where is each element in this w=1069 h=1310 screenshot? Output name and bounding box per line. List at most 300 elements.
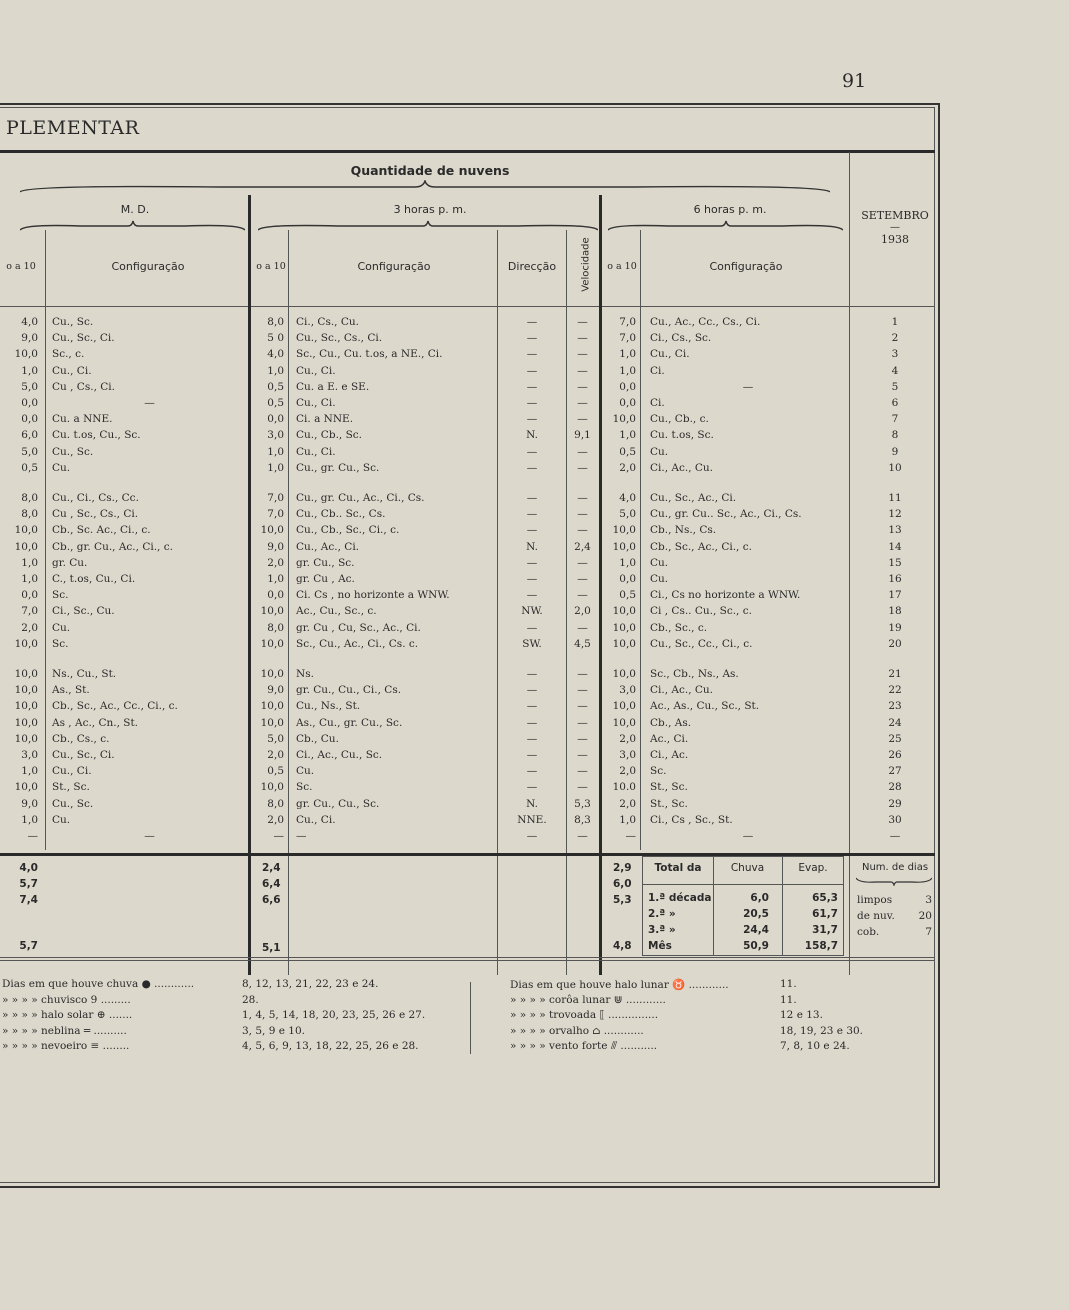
row-21-p6c: Sc., Cb., Ns., As. — [650, 668, 739, 680]
row-30-p6c: Ci., Cs , Sc., St. — [650, 813, 733, 826]
row-12-p3c: Cu., Cb.. Sc., Cs. — [296, 508, 386, 521]
col-direction: Direcção — [507, 260, 557, 273]
row-25-vel: — — [577, 732, 588, 745]
row-29-day: 29 — [888, 797, 902, 810]
row-4-p3: 1,0 — [267, 364, 284, 377]
row-15-vel: — — [577, 556, 588, 569]
row-6-p6: 0,0 — [619, 397, 636, 409]
summary-bottom-rule-2 — [0, 960, 935, 961]
row-6-p6c: Ci. — [650, 397, 665, 409]
row-12-dir: — — [526, 508, 538, 521]
row-6-md: 0,0 — [21, 397, 38, 409]
row-5-day: 5 — [891, 380, 899, 393]
row-10-p6: 2,0 — [619, 461, 636, 474]
row-6-p3c: Cu., Ci. — [296, 397, 336, 409]
col-md-scale: o a 10 — [6, 261, 36, 272]
row-12-day: 12 — [888, 508, 902, 521]
row-20-p6c: Cu., Sc., Cc., Ci., c. — [650, 637, 753, 650]
page-title: PLEMENTAR — [6, 117, 140, 139]
col-velocity: Velocidade — [580, 237, 592, 292]
footer_left-1-text: Dias em que houve chuva ● ............ — [2, 978, 195, 990]
row-17-day: 17 — [888, 589, 902, 602]
row-16-day: 16 — [888, 573, 902, 585]
row-22-mdc: As., St. — [52, 684, 90, 697]
row-16-vel: — — [577, 573, 588, 585]
col-p3-config: Configuração — [357, 260, 431, 273]
row-7-p3c: Ci. a NNE. — [296, 413, 354, 426]
row-29-p6: 2,0 — [619, 797, 636, 810]
row-21-p3c: Ns. — [296, 668, 314, 680]
days-header: Num. de dias — [861, 862, 929, 873]
year-label: 1938 — [881, 233, 909, 246]
totals-1-evap: 65,3 — [812, 892, 838, 904]
row-24-p3: 10,0 — [260, 716, 284, 729]
row-30-p3c: Cu., Ci. — [296, 813, 336, 826]
row-3-dir: — — [526, 348, 538, 361]
row-28-p3c: Sc. — [296, 781, 313, 794]
row-14-p6: 10,0 — [612, 540, 636, 553]
row-9-p3: 1,0 — [267, 445, 284, 458]
footer_left-5-days: 4, 5, 6, 9, 13, 18, 22, 25, 26 e 28. — [242, 1040, 419, 1052]
row-9-mdc: Cu., Sc. — [52, 445, 94, 458]
row-14-p6c: Cb., Sc., Ac., Ci., c. — [650, 540, 752, 553]
row-13-p6c: Cb., Ns., Cs. — [650, 524, 717, 537]
row-2-day: 2 — [891, 332, 899, 345]
summary-bottom-rule — [0, 957, 935, 958]
totals-3-evap: 31,7 — [812, 924, 838, 936]
days-1-value: 3 — [925, 894, 932, 906]
row-23-p6: 10,0 — [612, 700, 636, 713]
row-18-mdc: Ci., Sc., Cu. — [52, 605, 115, 618]
row-21-dir: — — [526, 668, 538, 680]
row-1-p6c: Cu., Ac., Cc., Cs., Ci. — [650, 316, 761, 328]
totals-4-evap: 158,7 — [804, 940, 838, 952]
row-9-dir: — — [526, 445, 538, 458]
row-20-md: 10,0 — [14, 637, 38, 650]
row-11-day: 11 — [888, 492, 902, 504]
totals-3-label: 3.ª » — [648, 924, 676, 936]
row-6-mdc: — — [144, 397, 155, 409]
row-19-p3c: gr. Cu , Cu, Sc., Ac., Ci. — [296, 621, 421, 634]
row-11-dir: — — [526, 492, 538, 504]
totals-2-chuva: 20,5 — [743, 908, 769, 920]
row-9-p6: 0,5 — [619, 445, 636, 458]
row-10-dir: — — [526, 461, 538, 474]
row-30-vel: 8,3 — [574, 813, 591, 826]
summary-p3-1: 2,4 — [262, 862, 281, 874]
row-14-day: 14 — [888, 540, 902, 553]
summary-md-month: 5,7 — [19, 940, 38, 952]
totals-3-chuva: 24,4 — [743, 924, 769, 936]
row-5-mdc: Cu , Cs., Ci. — [52, 380, 115, 393]
group-3pm: 3 horas p. m. — [393, 203, 467, 216]
summary-md-3: 7,4 — [19, 894, 38, 906]
row-31-mdc: — — [144, 830, 155, 842]
row-24-vel: — — [577, 716, 588, 729]
row-31-p3c: — — [296, 830, 307, 842]
row-18-p6: 10,0 — [612, 605, 636, 618]
footer-divider — [470, 982, 471, 1054]
row-27-dir: — — [526, 765, 538, 778]
row-8-p6c: Cu. t.os, Sc. — [650, 429, 714, 442]
row-24-day: 24 — [888, 716, 902, 729]
row-28-md: 10,0 — [14, 781, 38, 794]
vline-1 — [45, 230, 46, 850]
days-2-value: 20 — [918, 910, 932, 922]
row-12-mdc: Cu , Sc., Cs., Ci. — [52, 508, 139, 521]
row-30-dir: NNE. — [517, 813, 547, 826]
row-20-mdc: Sc. — [52, 637, 69, 650]
row-19-md: 2,0 — [21, 621, 38, 634]
row-7-p6: 10,0 — [612, 413, 636, 426]
row-14-vel: 2,4 — [574, 540, 591, 553]
row-15-day: 15 — [888, 556, 902, 569]
row-19-day: 19 — [888, 621, 902, 634]
row-7-p6c: Cu., Cb., c. — [650, 413, 709, 426]
row-20-p6: 10,0 — [612, 637, 636, 650]
row-2-vel: — — [577, 332, 588, 345]
totals-header-evap: Evap. — [798, 862, 828, 874]
row-26-vel: — — [577, 749, 588, 761]
row-13-p3: 10,0 — [260, 524, 284, 537]
row-18-p3: 10,0 — [260, 605, 284, 618]
row-11-mdc: Cu., Ci., Cs., Cc. — [52, 492, 139, 504]
row-23-day: 23 — [888, 700, 902, 713]
row-7-dir: — — [526, 413, 538, 426]
row-13-mdc: Cb., Sc. Ac., Ci., c. — [52, 524, 151, 537]
col-md-config: Configuração — [111, 260, 185, 273]
row-10-p3: 1,0 — [267, 461, 284, 474]
row-19-p6: 10,0 — [612, 621, 636, 634]
group-6pm: 6 horas p. m. — [693, 203, 767, 216]
row-19-p3: 8,0 — [267, 621, 284, 634]
row-10-p3c: Cu., gr. Cu., Sc. — [296, 461, 380, 474]
row-10-day: 10 — [888, 461, 902, 474]
row-22-dir: — — [526, 684, 538, 697]
row-24-mdc: As , Ac., Cn., St. — [52, 716, 139, 729]
footer_left-2-text: » » » » chuvisco 9 ......... — [2, 993, 131, 1006]
row-21-p3: 10,0 — [260, 668, 284, 680]
row-6-day: 6 — [891, 397, 899, 409]
row-20-p3: 10,0 — [260, 637, 284, 650]
totals-1-label: 1.ª década — [648, 892, 712, 904]
footer_left-5-text: » » » » nevoeiro ≡ ........ — [2, 1040, 130, 1052]
row-31-dir: — — [526, 830, 538, 842]
row-11-vel: — — [577, 492, 588, 504]
days-brace — [856, 876, 932, 886]
row-30-p6: 1,0 — [619, 813, 636, 826]
row-3-p3: 4,0 — [267, 348, 284, 361]
row-27-p6c: Sc. — [650, 765, 667, 778]
row-27-p3c: Cu. — [296, 765, 315, 778]
row-8-dir: N. — [526, 429, 538, 442]
footer_right-2-days: 11. — [780, 993, 797, 1006]
summary-md-2: 5,7 — [19, 878, 38, 890]
row-2-mdc: Cu., Sc., Ci. — [52, 332, 115, 345]
row-25-dir: — — [526, 732, 538, 745]
row-2-md: 9,0 — [21, 332, 38, 345]
footer_right-3-text: » » » » trovoada ⟦ ............... — [510, 1009, 659, 1021]
row-8-day: 8 — [891, 429, 899, 442]
row-9-vel: — — [577, 445, 588, 458]
footer_right-3-days: 12 e 13. — [780, 1009, 823, 1021]
row-3-day: 3 — [891, 348, 899, 361]
group-md: M. D. — [120, 203, 150, 216]
md-brace — [20, 220, 245, 232]
row-19-mdc: Cu. — [52, 621, 71, 634]
row-24-md: 10,0 — [14, 716, 38, 729]
row-29-p3c: gr. Cu., Cu., Sc. — [296, 797, 380, 810]
row-26-p6: 3,0 — [619, 749, 636, 761]
row-16-mdc: C., t.os, Cu., Ci. — [52, 573, 136, 585]
main-brace — [20, 180, 830, 194]
row-12-p6c: Cu., gr. Cu.. Sc., Ac., Ci., Cs. — [650, 508, 802, 521]
row-13-vel: — — [577, 524, 588, 537]
row-14-mdc: Cb., gr. Cu., Ac., Ci., c. — [52, 540, 173, 553]
main-header: Quantidade de nuvens — [350, 163, 510, 178]
row-21-mdc: Ns., Cu., St. — [52, 668, 117, 680]
row-26-p6c: Ci., Ac. — [650, 749, 689, 761]
row-14-dir: N. — [526, 540, 538, 553]
row-6-p3: 0,5 — [267, 397, 284, 409]
totals-header-rule — [642, 884, 844, 885]
row-28-p6: 10.0 — [612, 781, 636, 794]
row-11-p6: 4,0 — [619, 492, 636, 504]
row-15-dir: — — [526, 556, 538, 569]
row-26-p3c: Ci., Ac., Cu., Sc. — [296, 749, 383, 761]
totals-2-label: 2.ª » — [648, 908, 676, 920]
row-13-md: 10,0 — [14, 524, 38, 537]
row-26-md: 3,0 — [21, 749, 38, 761]
days-3-label: cob. — [857, 926, 880, 938]
summary-p3-3: 6,6 — [262, 894, 281, 906]
row-5-p3: 0,5 — [267, 380, 284, 393]
totals-4-label: Mês — [648, 940, 672, 952]
row-27-p6: 2,0 — [619, 765, 636, 778]
row-25-day: 25 — [888, 732, 902, 745]
row-29-mdc: Cu., Sc. — [52, 797, 94, 810]
row-20-day: 20 — [888, 637, 902, 650]
row-16-p6c: Cu. — [650, 573, 669, 585]
row-9-p6c: Cu. — [650, 445, 669, 458]
totals-1-chuva: 6,0 — [750, 892, 769, 904]
vline-md-thick — [248, 195, 251, 975]
row-15-md: 1,0 — [21, 556, 38, 569]
row-13-day: 13 — [888, 524, 902, 537]
row-27-vel: — — [577, 765, 588, 778]
row-18-p3c: Ac., Cu., Sc., c. — [296, 605, 377, 618]
row-9-md: 5,0 — [21, 445, 38, 458]
row-23-p6c: Ac., As., Cu., Sc., St. — [650, 700, 760, 713]
row-10-mdc: Cu. — [52, 461, 71, 474]
row-3-p6: 1,0 — [619, 348, 636, 361]
row-28-mdc: St., Sc. — [52, 781, 90, 794]
row-6-vel: — — [577, 397, 588, 409]
row-21-p6: 10,0 — [612, 668, 636, 680]
row-18-day: 18 — [888, 605, 902, 618]
totals-header-chuva: Chuva — [730, 862, 765, 874]
row-2-p6: 7,0 — [619, 332, 636, 345]
row-26-p3: 2,0 — [267, 749, 284, 761]
row-12-p3: 7,0 — [267, 508, 284, 521]
summary-md-1: 4,0 — [19, 862, 38, 874]
row-20-vel: 4,5 — [574, 637, 591, 650]
row-11-md: 8,0 — [21, 492, 38, 504]
row-17-mdc: Sc. — [52, 589, 69, 602]
row-8-p3: 3,0 — [267, 429, 284, 442]
row-25-mdc: Cb., Cs., c. — [52, 732, 110, 745]
row-8-p6: 1,0 — [619, 429, 636, 442]
totals-4-chuva: 50,9 — [743, 940, 769, 952]
summary-p6-month: 4,8 — [613, 940, 632, 952]
row-22-p6: 3,0 — [619, 684, 636, 697]
row-28-vel: — — [577, 781, 588, 794]
row-21-vel: — — [577, 668, 588, 680]
row-30-p3: 2,0 — [267, 813, 284, 826]
row-26-day: 26 — [888, 749, 902, 761]
row-1-mdc: Cu., Sc. — [52, 316, 94, 328]
row-19-dir: — — [526, 621, 538, 634]
vline-7 — [640, 230, 641, 850]
footer_left-4-days: 3, 5, 9 e 10. — [242, 1024, 305, 1037]
row-11-p3c: Cu., gr. Cu., Ac., Ci., Cs. — [296, 492, 425, 504]
row-26-dir: — — [526, 749, 538, 761]
row-18-p6c: Ci , Cs.. Cu., Sc., c. — [650, 605, 752, 618]
row-4-md: 1,0 — [21, 364, 38, 377]
month-dash: — — [890, 222, 900, 233]
row-7-mdc: Cu. a NNE. — [52, 413, 113, 426]
row-7-day: 7 — [891, 413, 899, 426]
row-15-mdc: gr. Cu. — [52, 556, 88, 569]
row-23-md: 10,0 — [14, 700, 38, 713]
row-2-p3: 5 0 — [267, 332, 284, 345]
row-27-mdc: Cu., Ci. — [52, 765, 92, 778]
row-28-day: 28 — [888, 781, 902, 794]
row-3-md: 10,0 — [14, 348, 38, 361]
totals-header-label: Total da — [654, 862, 702, 874]
row-31-p6: — — [625, 830, 636, 842]
row-23-p3c: Cu., Ns., St. — [296, 700, 361, 713]
row-29-vel: 5,3 — [574, 797, 591, 810]
days-2-label: de nuv. — [857, 910, 895, 922]
row-2-p3c: Cu., Sc., Cs., Ci. — [296, 332, 383, 345]
row-22-vel: — — [577, 684, 588, 697]
row-1-dir: — — [526, 316, 538, 328]
row-19-p6c: Cb., Sc., c. — [650, 621, 708, 634]
row-16-p6: 0,0 — [619, 573, 636, 585]
row-28-p6c: St., Sc. — [650, 781, 688, 794]
row-25-p3c: Cb., Cu. — [296, 732, 339, 745]
row-18-md: 7,0 — [21, 605, 38, 618]
row-18-dir: NW. — [521, 605, 543, 618]
row-4-p3c: Cu., Ci. — [296, 364, 336, 377]
row-31-p6c: — — [742, 830, 754, 842]
row-23-vel: — — [577, 700, 588, 713]
row-4-p6: 1,0 — [619, 364, 636, 377]
row-15-p3: 2,0 — [267, 556, 284, 569]
row-24-p6c: Cb., As. — [650, 716, 692, 729]
row-27-day: 27 — [888, 765, 902, 778]
row-14-p3: 9,0 — [267, 540, 284, 553]
row-22-day: 22 — [888, 684, 902, 697]
row-14-p3c: Cu., Ac., Ci. — [296, 540, 360, 553]
row-21-md: 10,0 — [14, 668, 38, 680]
row-17-vel: — — [577, 589, 588, 602]
row-11-p6c: Cu., Sc., Ac., Ci. — [650, 492, 737, 504]
row-16-md: 1,0 — [21, 573, 38, 585]
row-17-p6c: Ci., Cs no horizonte a WNW. — [650, 589, 801, 602]
days-3-value: 7 — [925, 926, 932, 938]
p6-brace — [608, 220, 843, 232]
footer_left-4-text: » » » » neblina ═ .......... — [2, 1024, 127, 1037]
footer_right-4-text: » » » » orvalho ⌂ ............ — [510, 1024, 644, 1037]
row-16-dir: — — [526, 573, 538, 585]
row-18-vel: 2,0 — [574, 605, 591, 618]
row-30-mdc: Cu. — [52, 813, 71, 826]
footer_right-1-days: 11. — [780, 978, 797, 990]
summary-p3-month: 5,1 — [262, 942, 281, 954]
row-5-dir: — — [526, 380, 538, 393]
row-1-p3: 8,0 — [267, 316, 284, 328]
row-12-p6: 5,0 — [619, 508, 636, 521]
row-2-p6c: Ci., Cs., Sc. — [650, 332, 712, 345]
row-3-vel: — — [577, 348, 588, 361]
row-22-p3: 9,0 — [267, 684, 284, 697]
row-10-p6c: Ci., Ac., Cu. — [650, 461, 714, 474]
footer_left-1-days: 8, 12, 13, 21, 22, 23 e 24. — [242, 978, 379, 990]
row-26-mdc: Cu., Sc., Ci. — [52, 749, 115, 761]
row-5-p6: 0,0 — [619, 380, 636, 393]
row-5-p3c: Cu. a E. e SE. — [296, 380, 370, 393]
row-11-p3: 7,0 — [267, 492, 284, 504]
row-22-p6c: Ci., Ac., Cu. — [650, 684, 714, 697]
row-29-p3: 8,0 — [267, 797, 284, 810]
row-6-dir: — — [526, 397, 538, 409]
row-2-dir: — — [526, 332, 538, 345]
row-23-dir: — — [526, 700, 538, 713]
row-31-p3: — — [273, 830, 284, 842]
row-31-day: — — [889, 830, 901, 842]
row-10-md: 0,5 — [21, 461, 38, 474]
row-29-dir: N. — [526, 797, 538, 810]
row-7-md: 0,0 — [21, 413, 38, 426]
row-25-p3: 5,0 — [267, 732, 284, 745]
row-25-p6c: Ac., Ci. — [650, 732, 689, 745]
row-7-p3: 0,0 — [267, 413, 284, 426]
page-number: 91 — [842, 70, 867, 92]
col-p3-scale: o a 10 — [256, 261, 286, 272]
footer_right-4-days: 18, 19, 23 e 30. — [780, 1024, 864, 1037]
footer_right-1-text: Dias em que houve halo lunar ♉ ............ — [510, 979, 729, 991]
footer_left-3-text: » » » » halo solar ⊕ ....... — [2, 1009, 133, 1021]
row-22-p3c: gr. Cu., Cu., Ci., Cs. — [296, 684, 402, 697]
row-27-p3: 0,5 — [267, 765, 284, 778]
row-15-p3c: gr. Cu., Sc. — [296, 556, 355, 569]
days-1-label: limpos — [857, 894, 893, 906]
row-4-dir: — — [526, 364, 538, 377]
row-23-p3: 10,0 — [260, 700, 284, 713]
row-29-md: 9,0 — [21, 797, 38, 810]
vline-3 — [288, 230, 289, 975]
row-4-day: 4 — [891, 364, 899, 377]
p3-brace — [258, 220, 598, 232]
row-16-p3: 1,0 — [267, 573, 284, 585]
header-bottom-rule — [0, 306, 935, 307]
row-30-md: 1,0 — [21, 813, 38, 826]
row-3-mdc: Sc., c. — [52, 348, 85, 361]
row-10-vel: — — [577, 461, 588, 474]
row-17-dir: — — [526, 589, 538, 602]
